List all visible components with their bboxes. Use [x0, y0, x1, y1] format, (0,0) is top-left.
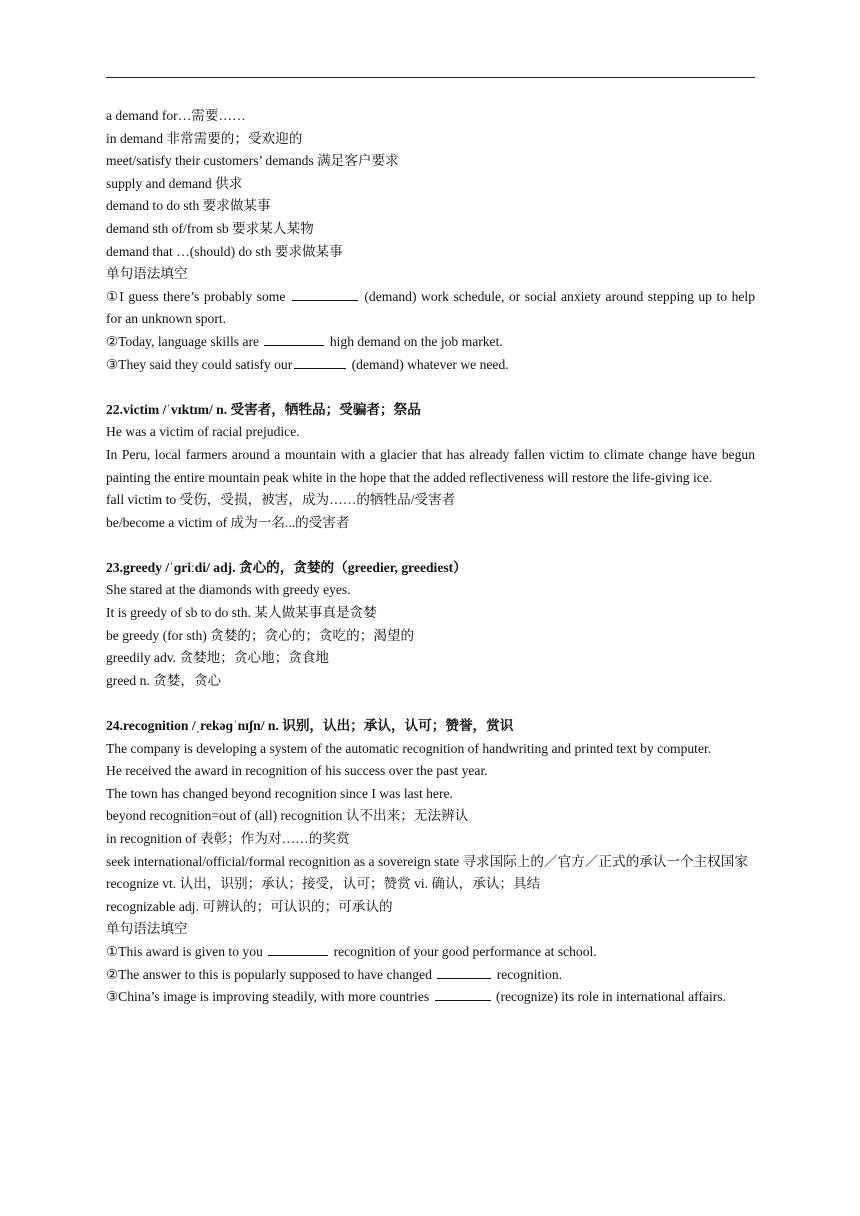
exercise-item [106, 354, 755, 377]
document-body [106, 105, 755, 1009]
phrase-line: greed n. 贪婪，贪心 [106, 672, 222, 688]
exercise-text: (demand) whatever we need. [348, 356, 509, 372]
header-rule [106, 77, 755, 78]
answer-blank[interactable] [294, 355, 346, 369]
phrase-line: greedily adv. 贪婪地；贪心地；贪食地 [106, 650, 330, 666]
exercise-text: recognition. [493, 966, 563, 982]
phrase-line: in recognition of 表彰；作为对……的奖赏 [106, 831, 350, 846]
phrase-line: meet/satisfy their customers’ demands 满足客户要求 [106, 153, 399, 169]
phrase-line: a demand for…需要…… [106, 108, 246, 123]
answer-blank[interactable] [268, 942, 328, 956]
exercise-item [106, 286, 755, 331]
phrase-line: recognize vt. 认出，识别；承认；接受，认可；赞赏 vi. 确认，承认；具结 [106, 876, 541, 892]
example-sentence: The town has changed beyond recognition since I was last here. [106, 785, 453, 801]
spacer [106, 692, 755, 715]
entry-heading: 22.victim /ˈvɪktɪm/ n. 受害者，牺牲品；受骗者；祭品 [106, 401, 421, 417]
exercise-text: recognition of your good performance at school. [330, 943, 597, 959]
answer-blank[interactable] [437, 965, 491, 979]
exercise-text: ②The answer to this is popularly supposed to have changed [106, 966, 436, 982]
example-sentence: He received the award in recognition of his success over the past year. [106, 763, 488, 779]
spacer [106, 534, 755, 557]
phrase-line: demand that …(should) do sth 要求做某事 [106, 243, 343, 259]
phrase-line: be/become a victim of 成为一名...的受害者 [106, 514, 350, 530]
example-sentence: In Peru, local farmers around a mountain with a glacier that has already fallen victim to climate change have begun painting the entire mountain peak white in the hope that the added reflectiveness will restore the life-giving ice. [106, 446, 755, 485]
exercise-text: high demand on the job market. [326, 333, 503, 349]
exercise-text: (recognize) its role in international affairs. [492, 989, 726, 1005]
phrase-line: demand sth of/from sb 要求某人某物 [106, 220, 314, 236]
example-sentence: She stared at the diamonds with greedy eyes. [106, 582, 351, 598]
phrase-line: in demand 非常需要的；受欢迎的 [106, 130, 303, 146]
exercise-text: ②Today, language skills are [106, 333, 263, 349]
exercise-item [106, 331, 755, 354]
exercise-text: ①I guess there’s probably some [106, 288, 290, 304]
phrase-line: seek international/official/formal recognition as a sovereign state 寻求国际上的／官方／正式的承认一个主权国家 [106, 853, 748, 869]
answer-blank[interactable] [264, 332, 324, 346]
phrase-line: demand to do sth 要求做某事 [106, 198, 271, 214]
phrase-line: It is greedy of sb to do sth. 某人做某事真是贪婪 [106, 605, 377, 621]
phrase-line: recognizable adj. 可辨认的；可认识的；可承认的 [106, 898, 393, 914]
answer-blank[interactable] [292, 287, 358, 301]
exercise-text: ③China’s image is improving steadily, with more countries [106, 989, 433, 1005]
exercise-item [106, 941, 755, 964]
spacer [106, 376, 755, 399]
answer-blank[interactable] [435, 987, 491, 1001]
phrase-line: fall victim to 受伤，受损，被害，成为……的牺牲品/受害者 [106, 492, 456, 508]
phrase-line: be greedy (for sth) 贪婪的；贪心的；贪吃的；渴望的 [106, 627, 415, 643]
exercise-item [106, 986, 755, 1009]
entry-heading: 23.greedy /ˈɡriːdi/ adj. 贪心的，贪婪的（greedier, greediest） [106, 559, 467, 575]
phrase-line: supply and demand 供求 [106, 175, 243, 191]
entry-heading: 24.recognition /ˌrekəɡˈnɪʃn/ n. 识别，认出；承认，认可；赞誉，赏识 [106, 718, 514, 734]
exercise-text: ③They said they could satisfy our [106, 356, 293, 372]
exercise-title: 单句语法填空 [106, 921, 188, 937]
exercise-text: ①This award is given to you [106, 943, 267, 959]
exercise-title: 单句语法填空 [106, 266, 188, 282]
example-sentence: He was a victim of racial prejudice. [106, 424, 300, 440]
example-sentence: The company is developing a system of the automatic recognition of handwriting and printed text by computer. [106, 740, 712, 756]
phrase-line: beyond recognition=out of (all) recognition 认不出来；无法辨认 [106, 808, 469, 824]
exercise-text: (demand) work schedule, or social anxiety around stepping up to help for an unknown sport. [106, 288, 755, 327]
exercise-item [106, 964, 755, 987]
